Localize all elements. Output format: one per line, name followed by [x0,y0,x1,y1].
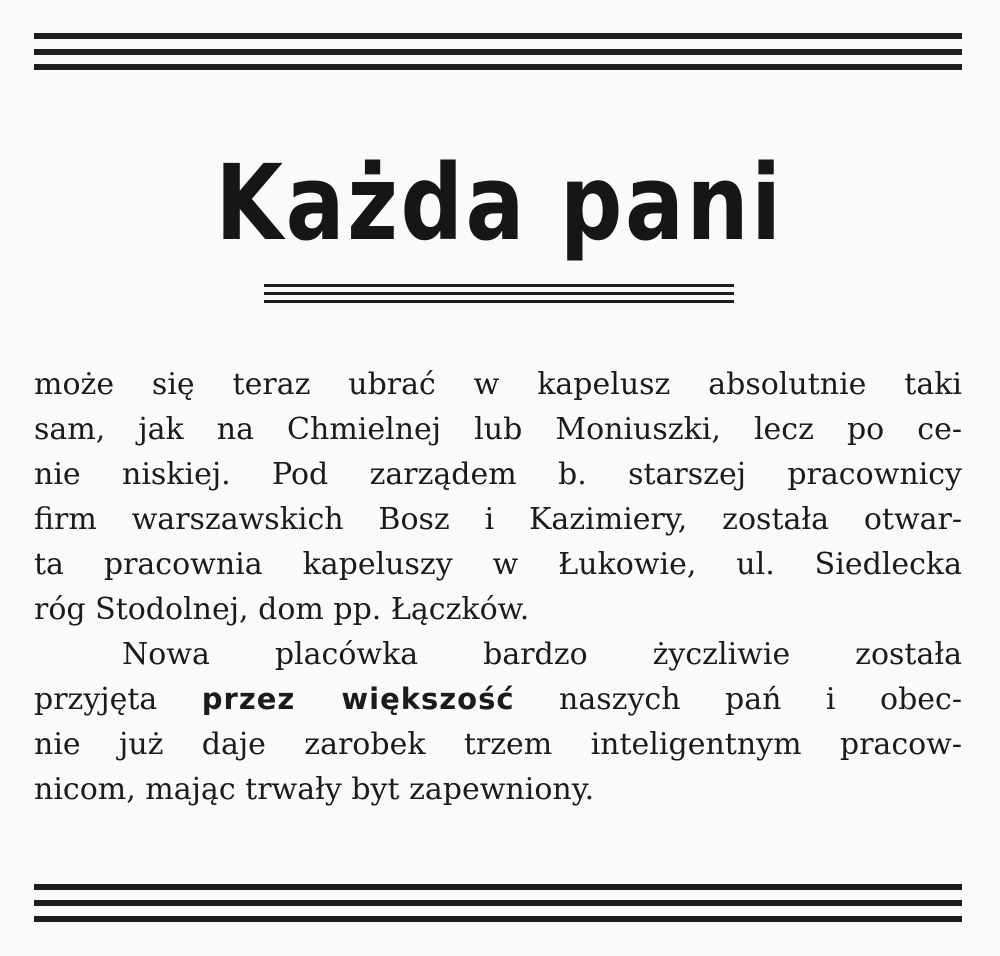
headline-underline-line [264,300,734,303]
bottom-rule-line [34,884,962,890]
headline: Każda pani [215,142,784,264]
emphasized-text: przez większość [201,682,515,716]
paragraph-2-line: nicom, mając trwały byt zapewniony. [34,772,595,807]
paragraph-1-line: sam, jak na Chmielnej lub Moniuszki, lecz po ce- [34,412,962,447]
paragraph-1-line: firm warszawskich Bosz i Kazimiery, została otwar- [34,502,962,537]
paragraph-2-text: naszych pań i obec- [559,682,962,717]
paragraph-1-line: może się teraz ubrać w kapelusz absolutnie taki [34,367,962,402]
paragraph-1-line: nie niskiej. Pod zarządem b. starszej pracownicy [34,457,962,492]
bottom-rule-line [34,900,962,906]
top-rule-line [34,33,962,39]
top-rule-line [34,49,962,55]
headline-underline-line [264,292,734,295]
article-body [34,362,962,812]
paragraph-1-line: róg Stodolnej, dom pp. Łączków. [34,592,530,627]
bottom-rule-group [34,880,962,926]
headline-underline-line [264,284,734,287]
headline-underline [264,283,734,305]
bottom-rule-line [34,916,962,922]
paragraph-2-line: Nowa placówka bardzo życzliwie została [122,637,962,672]
paragraph-2-text: przyjęta [34,682,158,717]
paragraph-1-line: ta pracownia kapeluszy w Łukowie, ul. Siedlecka [34,547,962,582]
top-rule-group [34,30,962,74]
paragraph-2-line [34,677,962,722]
top-rule-line [34,64,962,70]
paragraph-2-line: nie już daje zarobek trzem inteligentnym pracow- [34,727,962,762]
